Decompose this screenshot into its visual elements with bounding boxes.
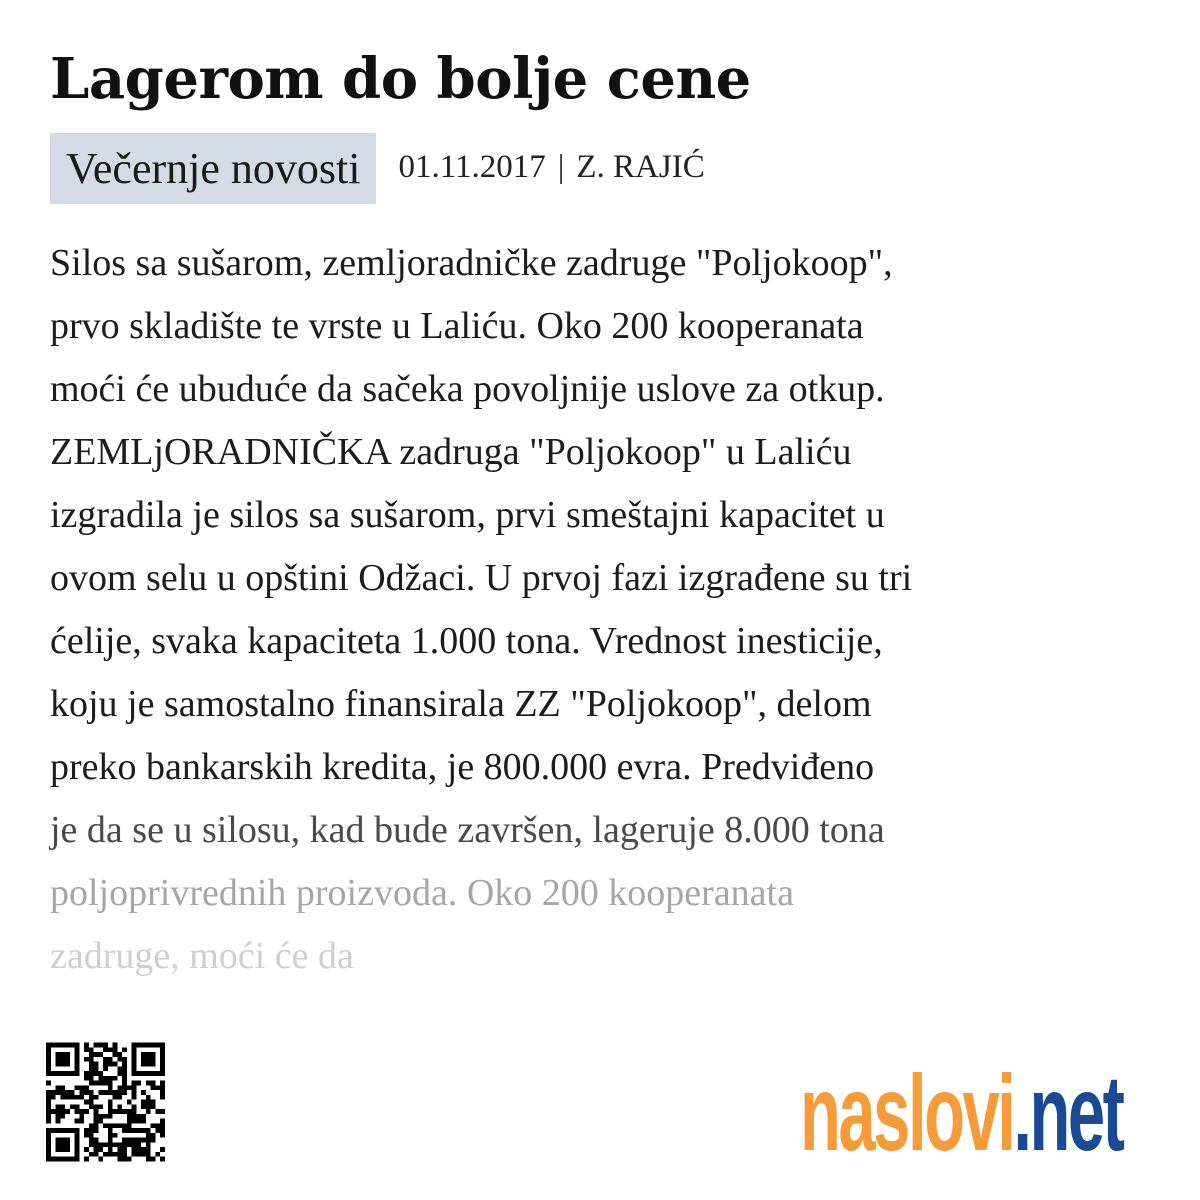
qr-code-icon [46,1040,165,1164]
body-line: poljoprivrednih proizvoda. Oko 200 kooperanata [50,872,794,914]
article-date: 01.11.2017 [398,149,546,185]
article-body [50,232,1165,988]
meta-separator: | [557,149,565,185]
article-author: Z. RAJIĆ [576,149,705,185]
body-line: ovom selu u opštini Odžaci. U prvoj fazi izgrađene su tri [50,557,913,599]
dateline [398,147,704,187]
body-line: moći će ubuduće da sačeka povoljnije uslove za otkup. [50,368,885,410]
logo-tld: .net [1013,1052,1123,1173]
body-line: Silos sa sušarom, zemljoradničke zadruge "Poljokoop", [50,242,893,284]
body-line: ZEMLjORADNIČKA zadruga "Poljokoop" u Laliću [50,431,852,473]
body-line: ćelije, svaka kapaciteta 1.000 tona. Vrednost inesticije, [50,620,883,662]
body-line: preko bankarskih kredita, je 800.000 evra. Predviđeno [50,746,875,788]
article-meta [50,133,705,204]
body-line: zadruge, moći će da [50,935,354,977]
body-line: prvo skladište te vrste u Laliću. Oko 200 kooperanata [50,305,864,347]
article-title: Lagerom do bolje cene [50,46,751,112]
naslovi-logo[interactable] [800,1052,1170,1173]
body-line: koju je samostalno finansirala ZZ "Poljokoop", delom [50,683,872,725]
logo-text [800,1052,1123,1173]
body-line: je da se u silosu, kad bude završen, lageruje 8.000 tona [50,809,885,851]
body-line: izgradila je silos sa sušarom, prvi smeštajni kapacitet u [50,494,885,536]
logo-brand: naslovi [800,1052,1014,1173]
source-badge: Večernje novosti [50,133,376,204]
